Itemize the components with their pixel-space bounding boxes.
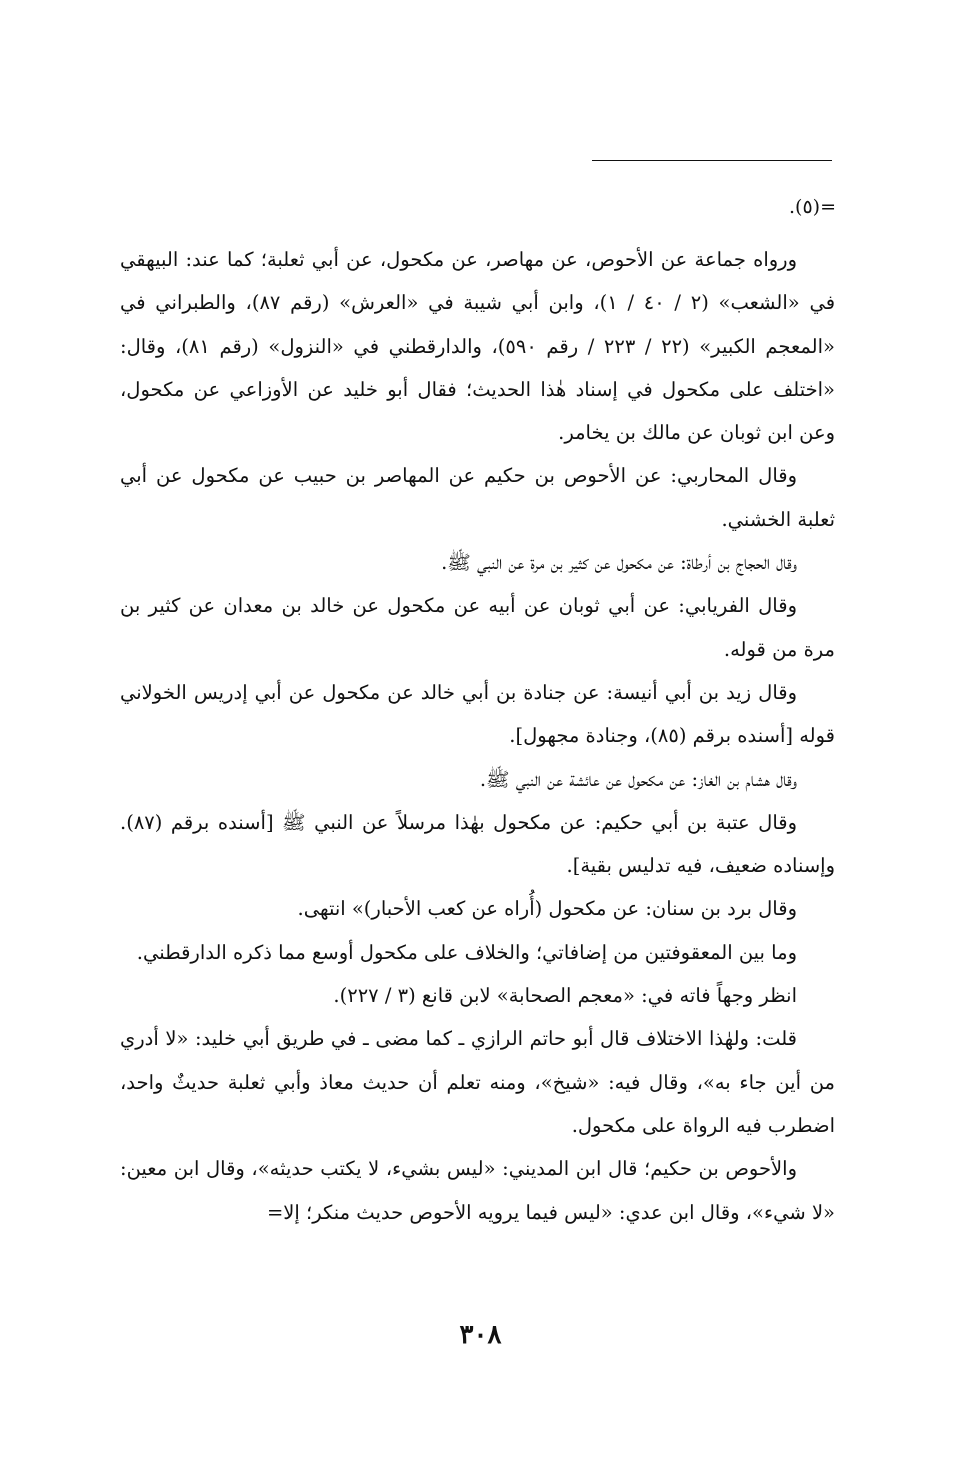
paragraph: انظر وجهاً فاته في: «معجم الصحابة» لابن قانع (٣ / ٢٢٧). — [333, 984, 797, 1008]
paragraph: ورواه جماعة عن الأحوص، عن مهاصر، عن مكحول، عن أبي ثعلبة؛ كما عند: البيهقي في «الشعب» (٢ / ٤٠ / ١)، وابن أبي شيبة في «العرش» (رقم ٨٧)، والطبراني في «المعجم الكبير» (٢٢ / ٢٢٣ / رقم ٥٩٠)، والدارقطني في «النزول» (رقم ٨١)، وقال: «اختلف على مكحول في إسناد هٰذا الحديث؛ فقال أبو خليد عن الأوزاعي عن مكحول، وعن ابن ثوبان عن مالك بن يخامر. — [120, 248, 836, 445]
paragraph: والأحوص بن حكيم؛ قال ابن المديني: «ليس بشيء، لا يكتب حديثه»، وقال ابن معين: «لا شيء»، وقال ابن عدي: «ليس فيما يرويه الأحوص حديث منكر؛ إلا= — [120, 1157, 835, 1224]
footnote-body — [120, 238, 835, 1234]
footnote-continuation-marker: =(٥). — [788, 196, 836, 218]
paragraph: وقال عتبة بن أبي حكيم: عن مكحول بهٰذا مرسلاً عن النبي ﷺ [أسنده برقم (٨٧). وإسناده ضعيف، فيه تدليس بقية]. — [120, 810, 835, 878]
paragraph: وقال هشام بن الغاز: عن مكحول عن عائشة عن النبي ﷺ. — [479, 767, 797, 791]
page-number: ٣٠٨ — [459, 1320, 502, 1350]
footnote-separator-rule — [592, 160, 832, 161]
paragraph: وقال برد بن سنان: عن مكحول (أُراه عن كعب الأحبار)» انتهى. — [297, 897, 797, 921]
paragraph: قلت: ولهٰذا الاختلاف قال أبو حاتم الرازي ـ كما مضى ـ في طريق أبي خليد: «لا أدري من أين جاء به»، وقال فيه: «شيخ»، ومنه تعلم أن حديث معاذ وأبي ثعلبة حديثٌ واحد، اضطرب فيه الرواة على مكحول. — [120, 1027, 835, 1137]
paragraph: وقال المحاربي: عن الأحوص بن حكيم عن المهاصر بن حبيب عن مكحول عن أبي ثعلبة الخشني. — [120, 464, 835, 531]
paragraph: وقال الفريابي: عن أبي ثوبان عن أبيه عن مكحول عن خالد بن معدان عن كثير بن مرة من قوله. — [120, 594, 835, 661]
paragraph: وقال الحجاج بن أرطاة: عن مكحول عن كثير بن مرة عن النبي ﷺ. — [441, 551, 797, 575]
paragraph: وقال زيد بن أبي أنيسة: عن جنادة بن أبي خالد عن مكحول عن أبي إدريس الخولاني قوله [أسنده برقم (٨٥)، وجنادة مجهول]. — [120, 680, 835, 748]
paragraph: وما بين المعقوفتين من إضافاتي؛ والخلاف على مكحول أوسع مما ذكره الدارقطني. — [136, 940, 797, 964]
